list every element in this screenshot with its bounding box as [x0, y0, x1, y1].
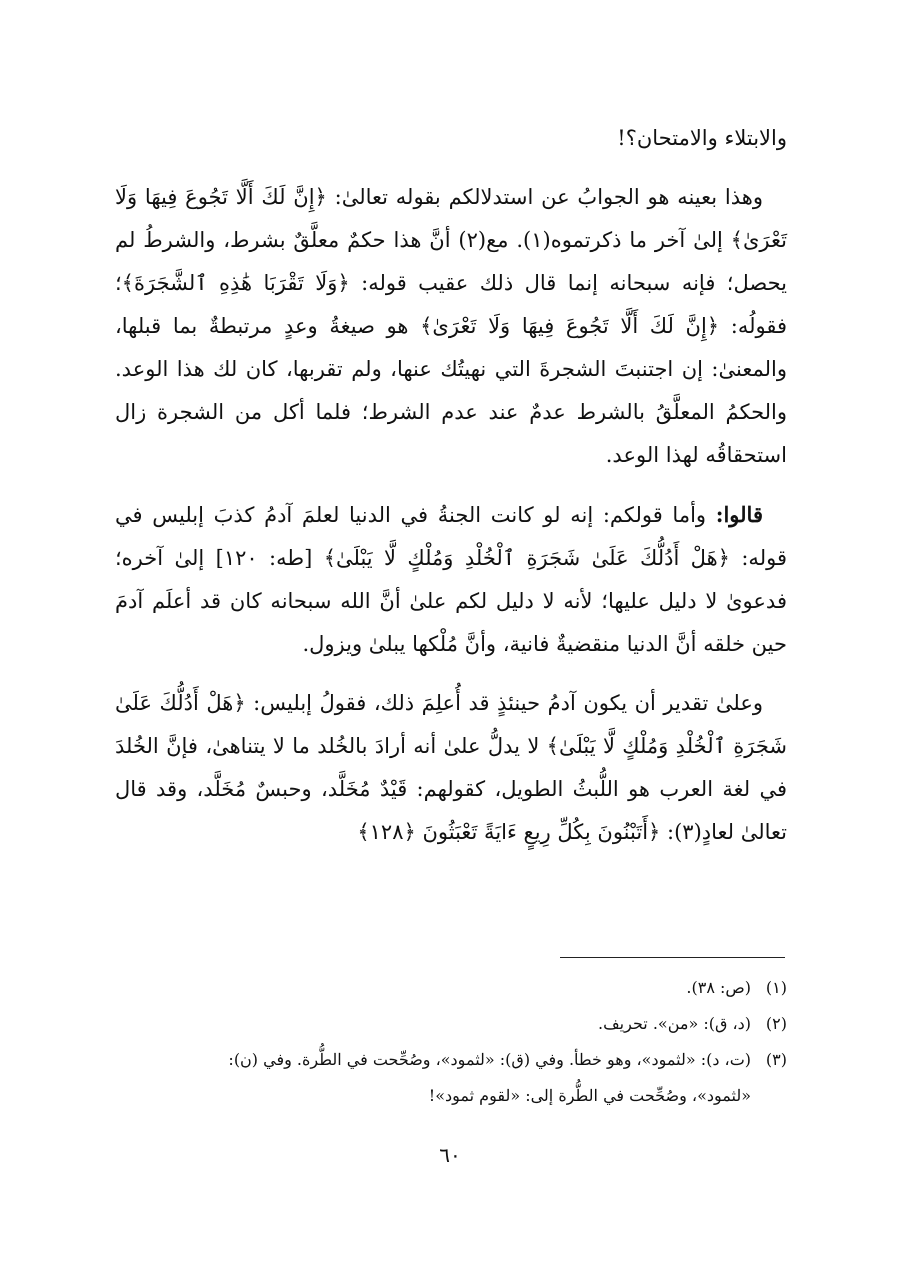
footnote-1: [115, 970, 787, 1006]
footnote-3: [115, 1042, 787, 1078]
paragraph-1-text: وهذا بعينه هو الجوابُ عن استدلالكم بقوله تعالىٰ: ﴿إِنَّ لَكَ أَلَّا تَجُوعَ فِيهَا وَلَا تَعْرَىٰ﴾ إلىٰ آخر ما ذكرتموه(١). مع(٢) أنَّ هذا حكمٌ معلَّقٌ بشرط، والشرطُ لم يحصل؛ فإنه سبحانه إنما قال ذلك عقيب قوله: ﴿وَلَا تَقْرَبَا هَٰذِهِ ٱلشَّجَرَةَ﴾؛ فقولُه: ﴿إِنَّ لَكَ أَلَّا تَجُوعَ فِيهَا وَلَا تَعْرَىٰ﴾ هو صيغةُ وعدٍ مرتبطةٌ بما قبلها، والمعنىٰ: إن اجتنبتَ الشجرةَ التي نهيتُك عنها، ولم تقربها، كان لك هذا الوعد. والحكمُ المعلَّقُ بالشرط عدمٌ عند عدم الشرط؛ فلما أكل من الشجرة زال استحقاقُه لهذا الوعد.: [115, 185, 787, 467]
footnote-3-continuation: «لثمود»، وصُحِّحت في الطُّرة إلى: «لقوم ثمود»!: [428, 1086, 751, 1105]
paragraph-3: [115, 682, 787, 854]
paragraph-1: [115, 176, 787, 477]
footnote-1-number: (١): [765, 978, 787, 997]
page-number: ٦٠: [439, 1143, 461, 1167]
page-body: [115, 118, 787, 870]
paragraph-2-body: وأما قولكم: إنه لو كانت الجنةُ في الدنيا لعلمَ آدمُ كذبَ إبليس في قوله: ﴿هَلْ أَدُلُّكَ عَلَىٰ شَجَرَةِ ٱلْخُلْدِ وَمُلْكٍ لَّا يَبْلَىٰ﴾ [طه: ١٢٠] إلىٰ آخره؛ فدعوىٰ لا دليل عليها؛ لأنه لا دليل لكم علىٰ أنَّ الله سبحانه كان قد أعلَم آدمَ حين خلقه أنَّ الدنيا منقضيةٌ فانية، وأنَّ مُلْكها يبلىٰ ويزول.: [115, 503, 787, 656]
footnote-divider: [560, 957, 785, 958]
footnote-1-text: (ص: ٣٨).: [686, 978, 751, 997]
footnote-3-text: (ت، د): «لثمود»، وهو خطأ. وفي (ق): «لثمود»، وصُحِّحت في الطُّرة. وفي (ن):: [228, 1050, 751, 1069]
footnote-2-text: (د، ق): «من». تحريف.: [598, 1014, 751, 1033]
footnote-2: [115, 1006, 787, 1042]
footnotes: [115, 970, 787, 1114]
paragraph-2-lead: قالوا:: [715, 502, 763, 527]
footnote-2-number: (٢): [765, 1014, 787, 1033]
footnote-3-number: (٣): [765, 1050, 787, 1069]
continuation-line: والابتلاء والامتحان؟!: [617, 126, 787, 150]
paragraph-2: [115, 493, 787, 666]
paragraph-3-text: وعلىٰ تقدير أن يكون آدمُ حينئذٍ قد أُعلِمَ ذلك، فقولُ إبليس: ﴿هَلْ أَدُلُّكَ عَلَىٰ شَجَرَةِ ٱلْخُلْدِ وَمُلْكٍ لَّا يَبْلَىٰ﴾ لا يدلُّ علىٰ أنه أرادَ بالخُلد ما لا يتناهىٰ، فإنَّ الخُلدَ في لغة العرب هو اللُّبثُ الطويل، كقولهم: قَيْدٌ مُخَلَّد، وحبسٌ مُخَلَّد، وقد قال تعالىٰ لعادٍ(٣): ﴿أَتَبْنُونَ بِكُلِّ رِيعٍ ءَايَةً تَعْبَثُونَ ﴿١٢٨﴾: [115, 691, 787, 844]
paragraph-2-text: [115, 493, 787, 666]
